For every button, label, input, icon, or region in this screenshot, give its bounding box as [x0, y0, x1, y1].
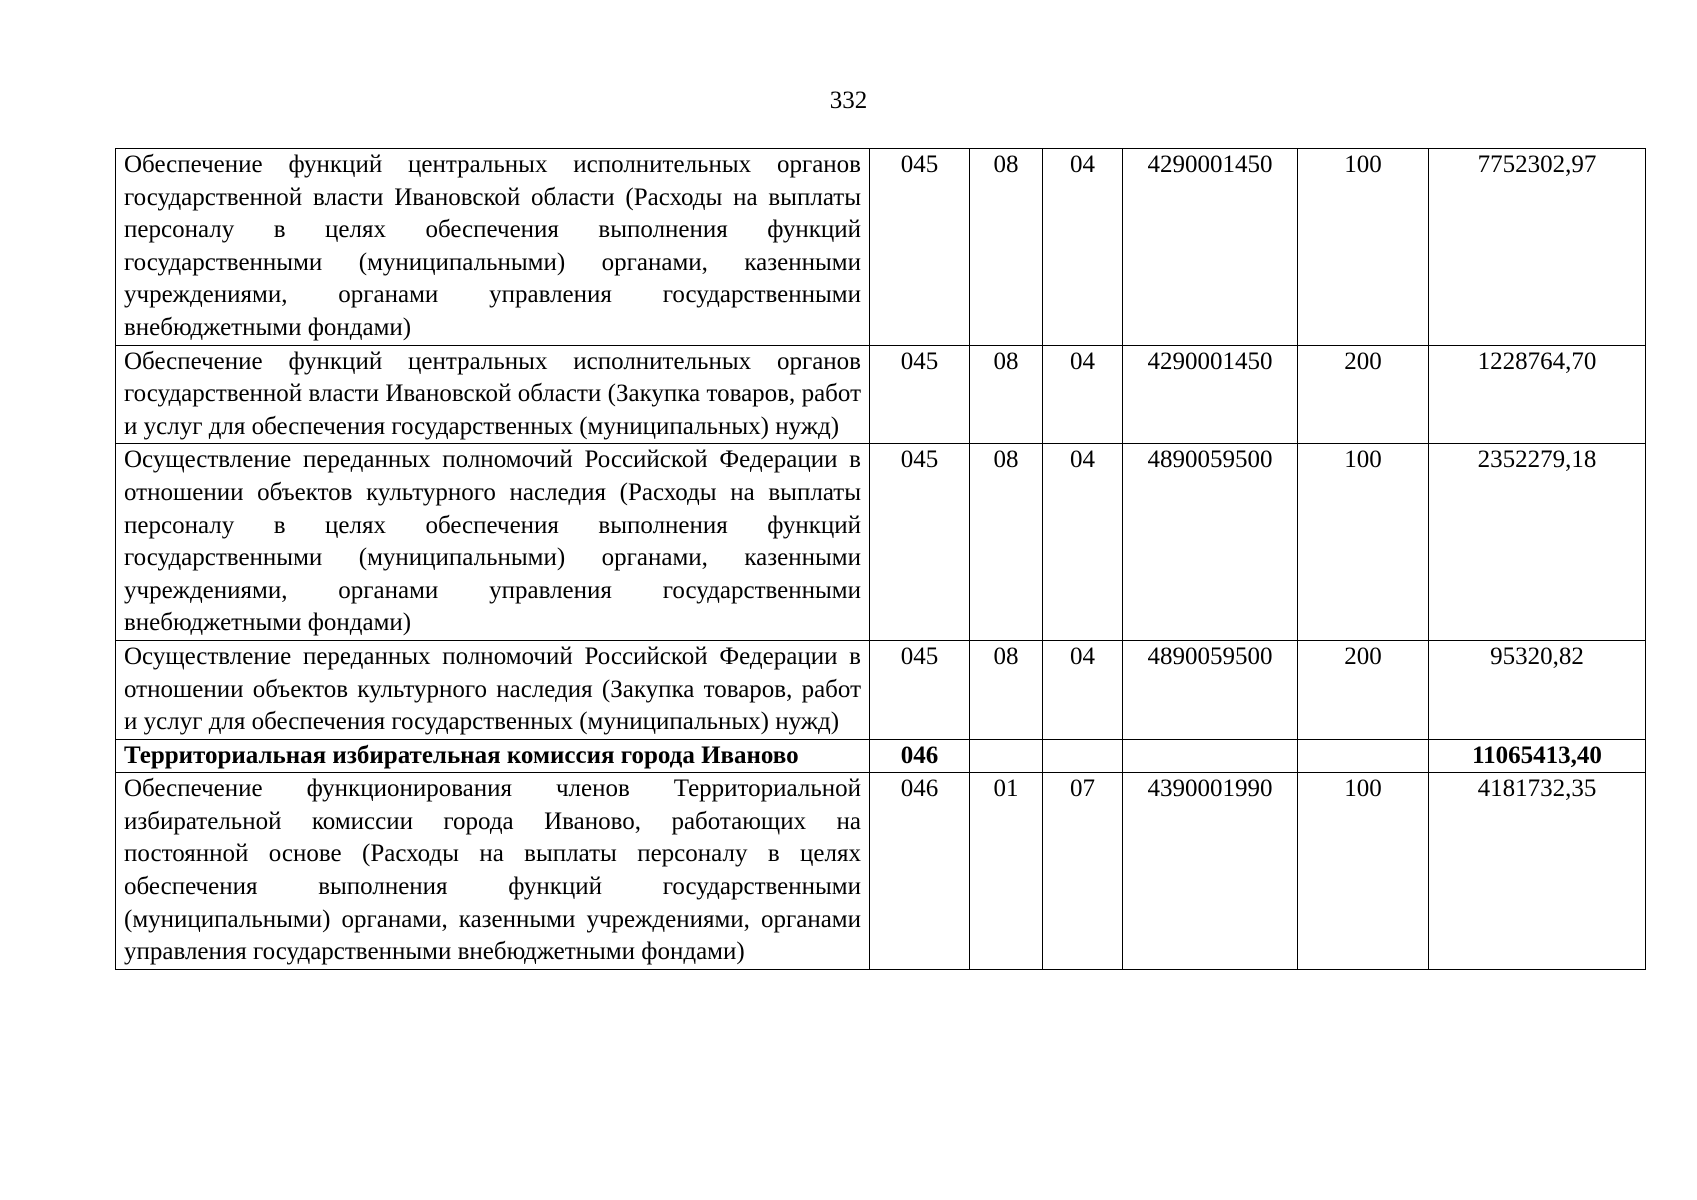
ministry-code: 045	[870, 640, 970, 739]
section-code: 08	[970, 444, 1043, 641]
amount: 1228764,70	[1429, 345, 1646, 444]
target-article-code: 4890059500	[1123, 444, 1298, 641]
ministry-code: 045	[870, 444, 970, 641]
table-row	[116, 149, 1646, 346]
section-code: 08	[970, 345, 1043, 444]
subsection-code	[1043, 739, 1123, 773]
amount: 4181732,35	[1429, 773, 1646, 970]
page-number: 332	[829, 87, 868, 114]
expense-type-code: 100	[1298, 149, 1429, 346]
subsection-code: 04	[1043, 345, 1123, 444]
target-article-code: 4290001450	[1123, 149, 1298, 346]
amount: 2352279,18	[1429, 444, 1646, 641]
expense-type-code: 200	[1298, 345, 1429, 444]
amount: 95320,82	[1429, 640, 1646, 739]
row-description: Осуществление переданных полномочий Российской Федерации в отношении объектов культурного наследия (Расходы на выплаты персоналу в целях обеспечения выполнения функций государственными (муниципальными) органами, казенными учреждениями, органами управления государственными внебюджетными фондами)	[116, 444, 870, 641]
target-article-code: 4890059500	[1123, 640, 1298, 739]
table-row	[116, 345, 1646, 444]
row-description: Обеспечение функций центральных исполнительных органов государственной власти Ивановской области (Расходы на выплаты персоналу в целях обеспечения выполнения функций государственными (муниципальными) органами, казенными учреждениями, органами управления государственными внебюджетными фондами)	[116, 149, 870, 346]
target-article-code: 4290001450	[1123, 345, 1298, 444]
amount: 11065413,40	[1429, 739, 1646, 773]
section-code: 08	[970, 640, 1043, 739]
subsection-code: 04	[1043, 444, 1123, 641]
table-row	[116, 773, 1646, 970]
table-row-total	[116, 739, 1646, 773]
ministry-code: 045	[870, 149, 970, 346]
row-description: Обеспечение функций центральных исполнительных органов государственной власти Ивановской области (Закупка товаров, работ и услуг для обеспечения государственных (муниципальных) нужд)	[116, 345, 870, 444]
section-code	[970, 739, 1043, 773]
expense-type-code	[1298, 739, 1429, 773]
ministry-code: 046	[870, 739, 970, 773]
amount: 7752302,97	[1429, 149, 1646, 346]
section-code: 01	[970, 773, 1043, 970]
row-description: Обеспечение функционирования членов Территориальной избирательной комиссии города Иваново, работающих на постоянной основе (Расходы на выплаты персоналу в целях обеспечения выполнения функций государственными (муниципальными) органами, казенными учреждениями, органами управления государственными внебюджетными фондами)	[116, 773, 870, 970]
table-row	[116, 640, 1646, 739]
subsection-code: 07	[1043, 773, 1123, 970]
row-description: Территориальная избирательная комиссия города Иваново	[116, 739, 870, 773]
row-description: Осуществление переданных полномочий Российской Федерации в отношении объектов культурного наследия (Закупка товаров, работ и услуг для обеспечения государственных (муниципальных) нужд)	[116, 640, 870, 739]
ministry-code: 046	[870, 773, 970, 970]
subsection-code: 04	[1043, 640, 1123, 739]
expense-type-code: 100	[1298, 444, 1429, 641]
subsection-code: 04	[1043, 149, 1123, 346]
target-article-code	[1123, 739, 1298, 773]
ministry-code: 045	[870, 345, 970, 444]
expense-type-code: 200	[1298, 640, 1429, 739]
table-row	[116, 444, 1646, 641]
budget-table	[115, 148, 1646, 970]
target-article-code: 4390001990	[1123, 773, 1298, 970]
section-code: 08	[970, 149, 1043, 346]
expense-type-code: 100	[1298, 773, 1429, 970]
